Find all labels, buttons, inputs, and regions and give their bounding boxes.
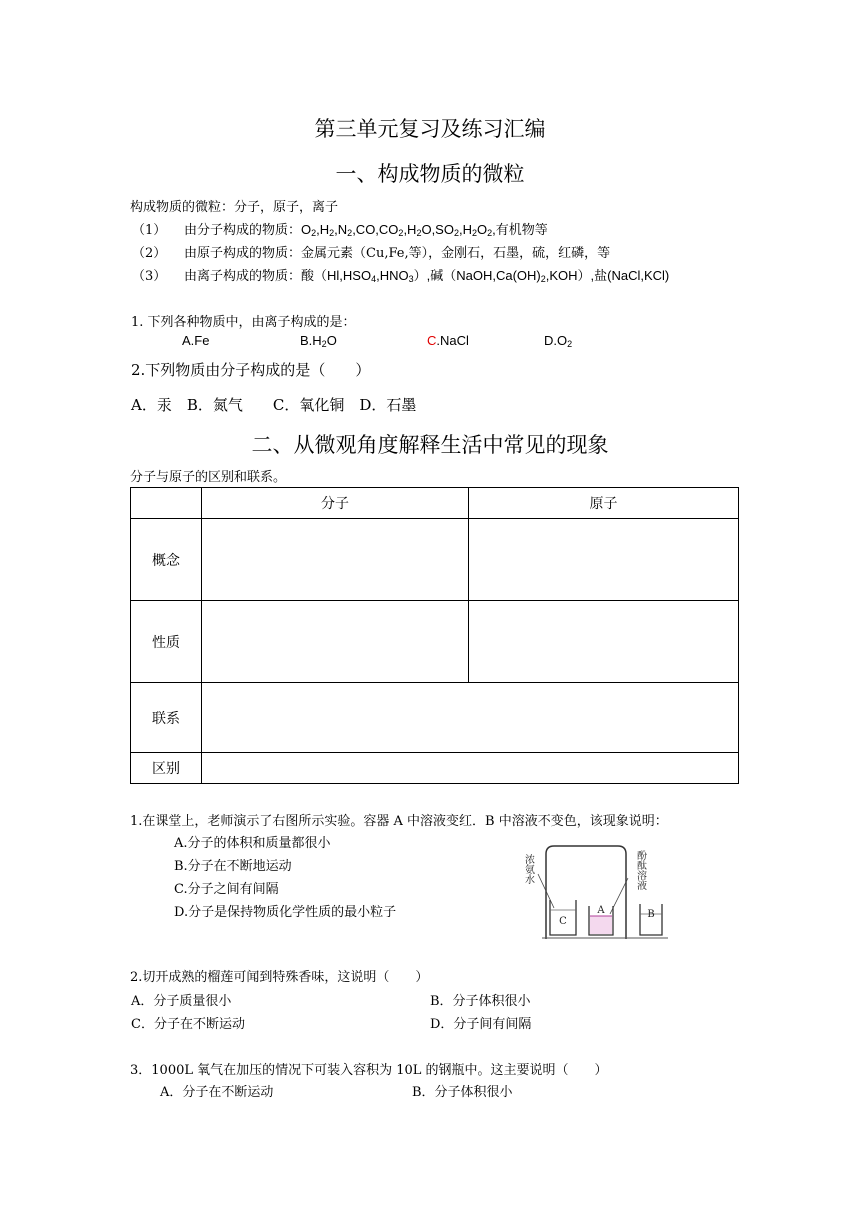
s1-question-2-options: A．汞 B．氮气 C．氧化铜 D．石墨 <box>131 396 417 414</box>
label-phenolphthalein: 酚酞溶液 <box>634 850 646 890</box>
s1-q1-option-d: $D.O_2$ <box>544 333 573 349</box>
item-1-number: （1） <box>132 223 167 238</box>
s2-q1-option-b: B.分子在不断地运动 <box>174 859 292 874</box>
s2-q1-option-d: D.分子是保持物质化学性质的最小粒子 <box>174 905 397 920</box>
document-title: 第三单元复习及练习汇编 <box>314 117 546 141</box>
item-3 <box>184 265 669 284</box>
s2-q1-option-c: C.分子之间有间隔 <box>174 882 279 897</box>
s2-question-1-stem: 1.在课堂上，老师演示了右图所示实验。容器 A 中溶液变红．B 中溶液不变色，该现象说明： <box>130 814 668 829</box>
beaker-a <box>589 905 613 935</box>
s2-question-3-stem: 3．1000L 氧气在加压的情况下可装入容积为 10L 的钢瓶中。这主要说明（ ） <box>130 1063 608 1078</box>
s2-q1-option-a: A.分子的体积和质量都很小 <box>174 836 331 851</box>
section-2-heading: 二、从微观角度解释生活中常见的现象 <box>251 433 609 457</box>
row-header-difference: 区别 <box>131 753 202 784</box>
table-row <box>131 601 739 683</box>
bell-jar <box>546 846 626 939</box>
cell-concept-atom <box>469 519 739 601</box>
header-atom: 原子 <box>469 488 739 519</box>
beaker-a-label: A <box>597 905 605 916</box>
label-ammonia: 浓氨水 <box>522 854 534 884</box>
experiment-diagram <box>516 838 676 942</box>
table-row <box>131 753 739 784</box>
item-2: 由原子构成的物质：金属元素（Cu,Fe,等），金刚石，石墨，硫，红磷，等 <box>184 246 611 261</box>
s2-q2-option-b: B．分子体积很小 <box>430 994 531 1009</box>
cell-property-atom <box>469 601 739 683</box>
row-header-concept: 概念 <box>131 519 202 601</box>
s1-question-2-stem: 2.下列物质由分子构成的是（ ） <box>131 361 371 379</box>
table-row <box>131 519 739 601</box>
item-1 <box>184 219 548 238</box>
beaker-c <box>550 900 576 935</box>
s1-question-1-stem: 1. 下列各种物质中，由离子构成的是： <box>131 315 356 330</box>
section-1-intro: 构成物质的微粒：分子，原子，离子 <box>130 200 339 215</box>
s1-q1-option-a: A.Fe <box>182 333 210 348</box>
section-1-heading: 一、构成物质的微粒 <box>335 162 525 186</box>
cell-connection <box>202 683 739 753</box>
item-1-label: 由分子构成的物质： <box>184 223 302 238</box>
item-3-label: 由离子构成的物质： <box>184 269 302 284</box>
s2-q2-option-a: A．分子质量很小 <box>131 994 232 1009</box>
cell-concept-molecule <box>202 519 469 601</box>
s2-q3-option-a: A．分子在不断运动 <box>160 1085 274 1100</box>
s2-q2-option-d: D．分子间有间隔 <box>430 1017 532 1032</box>
beaker-b <box>640 904 662 935</box>
table-row <box>131 683 739 753</box>
item-2-number: （2） <box>132 246 167 261</box>
s1-q1-option-c: C.NaCl <box>427 333 469 348</box>
beaker-b-label: B <box>647 909 655 920</box>
s1-q1-option-b: $B.H_2O$ <box>300 333 337 349</box>
row-header-connection: 联系 <box>131 683 202 753</box>
item-3-number: （3） <box>132 269 167 284</box>
table-caption: 分子与原子的区别和联系。 <box>130 470 287 485</box>
header-blank <box>131 488 202 519</box>
item-1-formulas: $O_2,H_2,N_2,CO,CO_2,H_2O,SO_2,H_2O_2$,有机物等 <box>301 222 548 238</box>
header-molecule: 分子 <box>202 488 469 519</box>
cell-difference <box>202 753 739 784</box>
table-header-row <box>131 488 739 519</box>
s2-q2-option-c: C．分子在不断运动 <box>131 1017 245 1032</box>
s2-q3-option-b: B．分子体积很小 <box>412 1085 513 1100</box>
beaker-c-label: C <box>559 916 567 927</box>
row-header-property: 性质 <box>131 601 202 683</box>
item-3-text: 酸$(Hl,HSO_4,HNO_3)$,碱$(NaOH,Ca(OH)_2,KOH)$,盐(NaCl,KCl) <box>301 268 670 284</box>
s2-question-2-stem: 2.切开成熟的榴莲可闻到特殊香味，这说明（ ） <box>130 970 429 985</box>
comparison-table <box>130 487 739 784</box>
cell-property-molecule <box>202 601 469 683</box>
